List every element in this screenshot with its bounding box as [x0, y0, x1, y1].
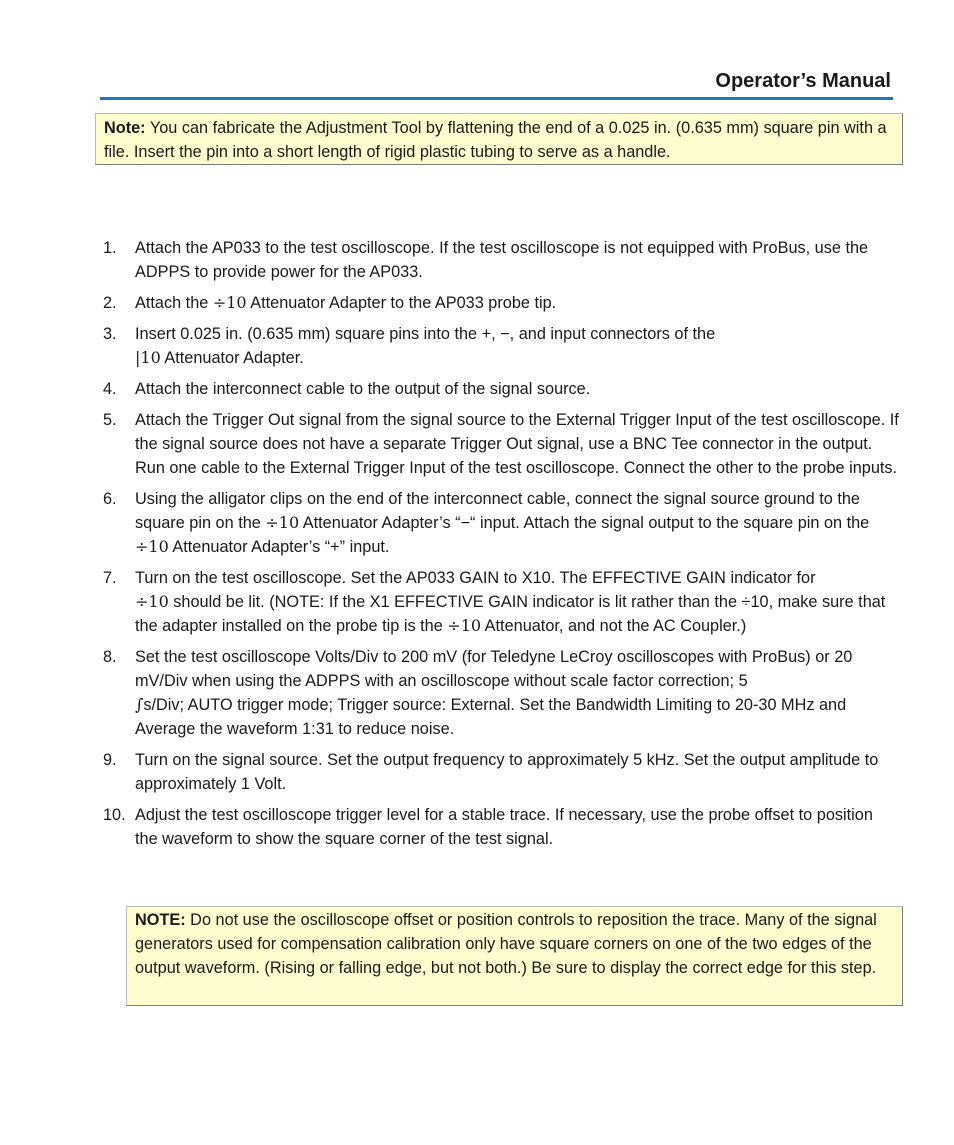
step-text-part: Attach the interconnect cable to the output of the signal source.	[135, 380, 591, 398]
step-text-part: s/Div; AUTO trigger mode; Trigger source: External. Set the Bandwidth Limiting to 20-30 MHz and Average the waveform 1:31 to reduce noise.	[135, 696, 847, 738]
step-number: 8.	[103, 648, 117, 666]
step-4	[100, 377, 900, 401]
step-text	[135, 803, 900, 851]
step-10	[100, 803, 900, 851]
divide-symbol: ÷10	[212, 293, 247, 312]
header-rule	[100, 97, 893, 100]
step-text	[135, 322, 900, 370]
step-text-part: Attenuator Adapter.	[160, 349, 304, 367]
step-text-part: Attach the Trigger Out signal from the signal source to the External Trigger Input of the test oscilloscope. If the signal source does not have a separate Trigger Out signal, use a BNC Tee connector in the output. Run one cable to the External Trigger Input of the test oscilloscope. Connect the other to the probe inputs.	[135, 411, 899, 477]
step-text-part: Attenuator, and not the AC Coupler.)	[481, 617, 747, 635]
micro-symbol: ∫	[135, 695, 144, 714]
note-box-top	[95, 113, 903, 165]
procedure-steps	[100, 236, 900, 858]
page-title: Operator’s Manual	[715, 70, 891, 92]
divide-symbol: ÷10	[265, 513, 300, 532]
step-number: 4.	[103, 380, 117, 398]
step-text	[135, 566, 900, 638]
step-text	[135, 236, 900, 284]
step-number: 7.	[103, 569, 117, 587]
step-2	[100, 291, 900, 315]
step-text-part: Set the test oscilloscope Volts/Div to 200 mV (for Teledyne LeCroy oscilloscopes with ProBus) or 20 mV/Div when using the ADPPS with an oscilloscope without scale factor correction; 5	[135, 648, 853, 690]
step-number: 1.	[103, 239, 117, 257]
step-text	[135, 408, 900, 480]
divide-symbol: ÷10	[447, 616, 482, 635]
divide-symbol: ÷10	[135, 592, 169, 611]
step-number: 5.	[103, 411, 117, 429]
step-text-part: Attach the AP033 to the test oscilloscope. If the test oscilloscope is not equipped with ProBus, use the ADPPS to provide power for the AP033.	[135, 239, 869, 281]
step-5	[100, 408, 900, 480]
step-text-part: Insert 0.025 in. (0.635 mm) square pins into the +, −, and input connectors of the	[135, 325, 716, 343]
note-text: You can fabricate the Adjustment Tool by flattening the end of a 0.025 in. (0.635 mm) square pin with a file. Insert the pin into a short length of rigid plastic tubing to serve as a handle.	[104, 119, 887, 161]
note-box-bottom	[126, 906, 903, 1006]
step-number: 10.	[103, 806, 126, 824]
step-text-part: should be lit. (NOTE: If the X1 EFFECTIVE GAIN indicator is lit rather than the ÷10, make sure that the adapter installed on the probe tip is the	[135, 593, 886, 635]
note-text: Do not use the oscilloscope offset or position controls to reposition the trace. Many of the signal generators used for compensation calibration only have square corners on one of the two edges of the output waveform. (Rising or falling edge, but not both.) Be sure to display the correct edge for this step.	[135, 911, 877, 977]
step-text	[135, 487, 900, 559]
step-text-part: Using the alligator clips on the end of the interconnect cable, connect the signal source ground to the square pin on the	[135, 490, 860, 532]
step-3	[100, 322, 900, 370]
step-text-part: Attenuator Adapter to the AP033 probe tip.	[246, 294, 557, 312]
step-1	[100, 236, 900, 284]
step-text-part: Turn on the signal source. Set the output frequency to approximately 5 kHz. Set the output amplitude to approximately 1 Volt.	[135, 751, 879, 793]
step-text	[135, 377, 900, 401]
step-number: 2.	[103, 294, 117, 312]
step-6	[100, 487, 900, 559]
step-number: 9.	[103, 751, 117, 769]
step-text	[135, 645, 900, 741]
divide-symbol: |10	[135, 348, 161, 367]
step-text-part: Adjust the test oscilloscope trigger level for a stable trace. If necessary, use the probe offset to position the waveform to show the square corner of the test signal.	[135, 806, 873, 848]
step-8	[100, 645, 900, 741]
step-text-part: Attenuator Adapter’s “+” input.	[168, 538, 390, 556]
step-text-part: Attach the	[135, 294, 213, 312]
step-number: 6.	[103, 490, 117, 508]
step-number: 3.	[103, 325, 117, 343]
note-label: Note:	[104, 119, 146, 137]
note-label: NOTE:	[135, 911, 186, 929]
step-7	[100, 566, 900, 638]
step-text-part: Attenuator Adapter’s “−“ input. Attach the signal output to the square pin on the	[299, 514, 870, 532]
step-text	[135, 748, 900, 796]
divide-symbol: ÷10	[135, 537, 169, 556]
step-text	[135, 291, 900, 315]
step-text-part: Turn on the test oscilloscope. Set the AP033 GAIN to X10. The EFFECTIVE GAIN indicator for	[135, 569, 816, 587]
step-9	[100, 748, 900, 796]
